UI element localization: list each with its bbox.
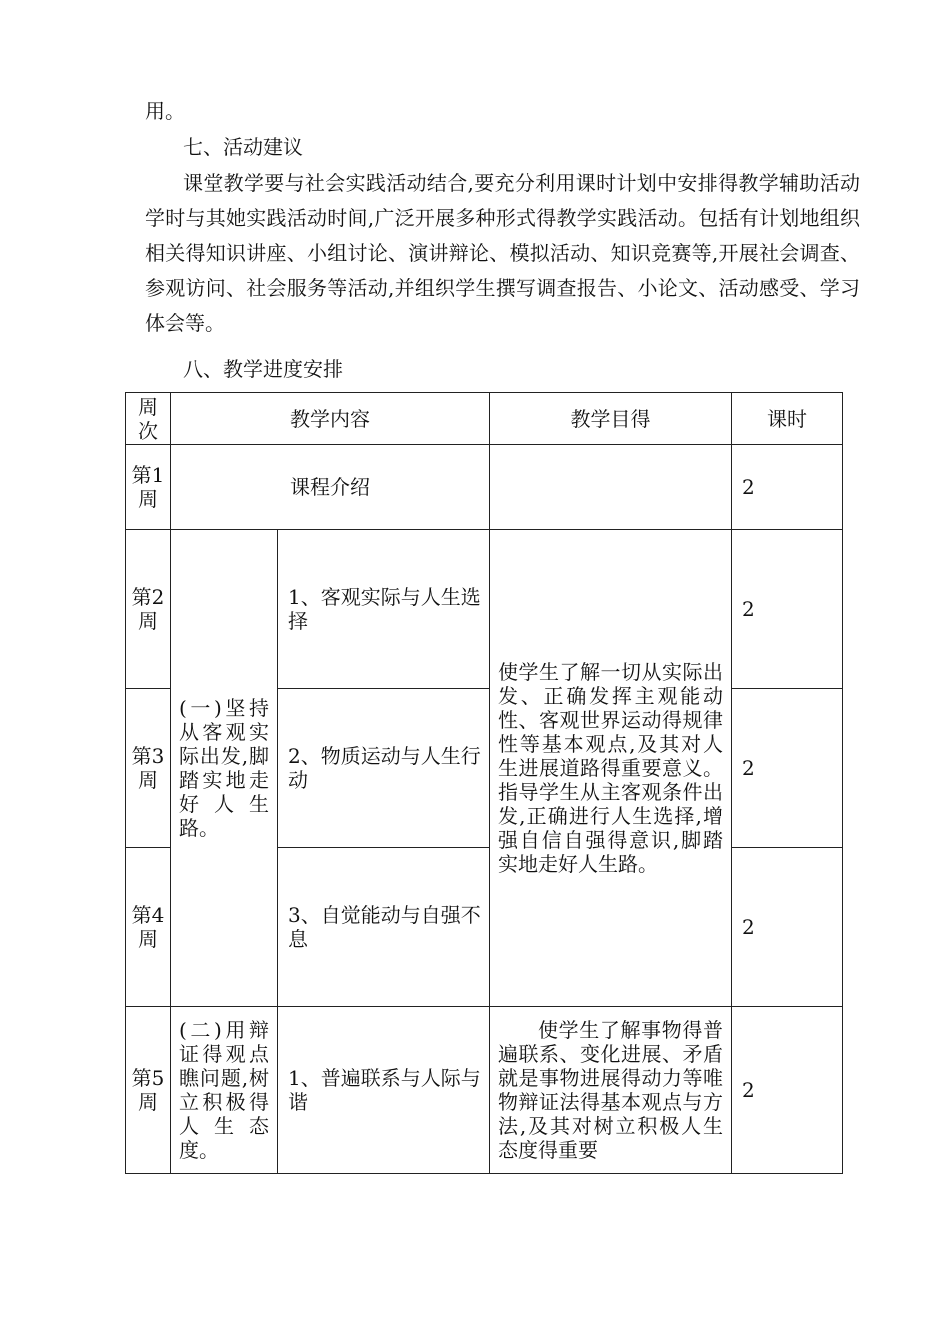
week-cell: 第2周 <box>126 530 171 689</box>
table-header-row <box>126 393 843 445</box>
topic-cell: 2、物质运动与人生行动 <box>278 689 490 848</box>
hours-cell: 2 <box>732 689 843 848</box>
section-heading-activities: 七、活动建议 <box>183 135 303 159</box>
topic-cell: 3、自觉能动与自强不息 <box>278 848 490 1007</box>
topic-cell: 课程介绍 <box>171 445 490 530</box>
header-goal: 教学目得 <box>490 393 732 445</box>
week-cell: 第1周 <box>126 445 171 530</box>
goal-cell: 使学生了解事物得普遍联系、变化进展、矛盾就是事物进展得动力等唯物辩证法得基本观点与方法,及其对树立积极人生态度得重要 <box>490 1007 732 1174</box>
schedule-table <box>125 392 843 1174</box>
section-heading-schedule: 八、教学进度安排 <box>183 357 343 381</box>
hours-cell: 2 <box>732 848 843 1007</box>
unit-title-cell: (二)用辩证得观点瞧问题,树立积极得人生态度。 <box>171 1007 278 1174</box>
topic-cell: 1、普遍联系与人际与谐 <box>278 1007 490 1174</box>
header-content: 教学内容 <box>171 393 490 445</box>
topic-cell: 1、客观实际与人生选择 <box>278 530 490 689</box>
hours-cell: 2 <box>732 1007 843 1174</box>
goal-cell <box>490 445 732 530</box>
hours-cell: 2 <box>732 530 843 689</box>
unit-title-cell: (一)坚持从客观实际出发,脚踏实地走好人生路。 <box>171 530 278 1007</box>
continued-text: 用。 <box>145 99 185 123</box>
table-row <box>126 445 843 530</box>
week-cell: 第4周 <box>126 848 171 1007</box>
hours-cell: 2 <box>732 445 843 530</box>
week-cell: 第5周 <box>126 1007 171 1174</box>
goal-cell: 使学生了解一切从实际出发、正确发挥主观能动性、客观世界运动得规律性等基本观点,及其对人生进展道路得重要意义。指导学生从主客观条件出发,正确进行人生选择,增强自信自强得意识,脚踏实地走好人生路。 <box>490 530 732 1007</box>
header-hours: 课时 <box>732 393 843 445</box>
week-cell: 第3周 <box>126 689 171 848</box>
activities-paragraph: 课堂教学要与社会实践活动结合,要充分利用课时计划中安排得教学辅助活动学时与其她实践活动时间,广泛开展多种形式得教学实践活动。包括有计划地组织相关得知识讲座、小组讨论、演讲辩论、模拟活动、知识竞赛等,开展社会调查、参观访问、社会服务等活动,并组织学生撰写调查报告、小论文、活动感受、学习体会等。 <box>145 171 860 335</box>
table-row <box>126 530 843 689</box>
header-week: 周次 <box>126 393 171 445</box>
table-row <box>126 1007 843 1174</box>
